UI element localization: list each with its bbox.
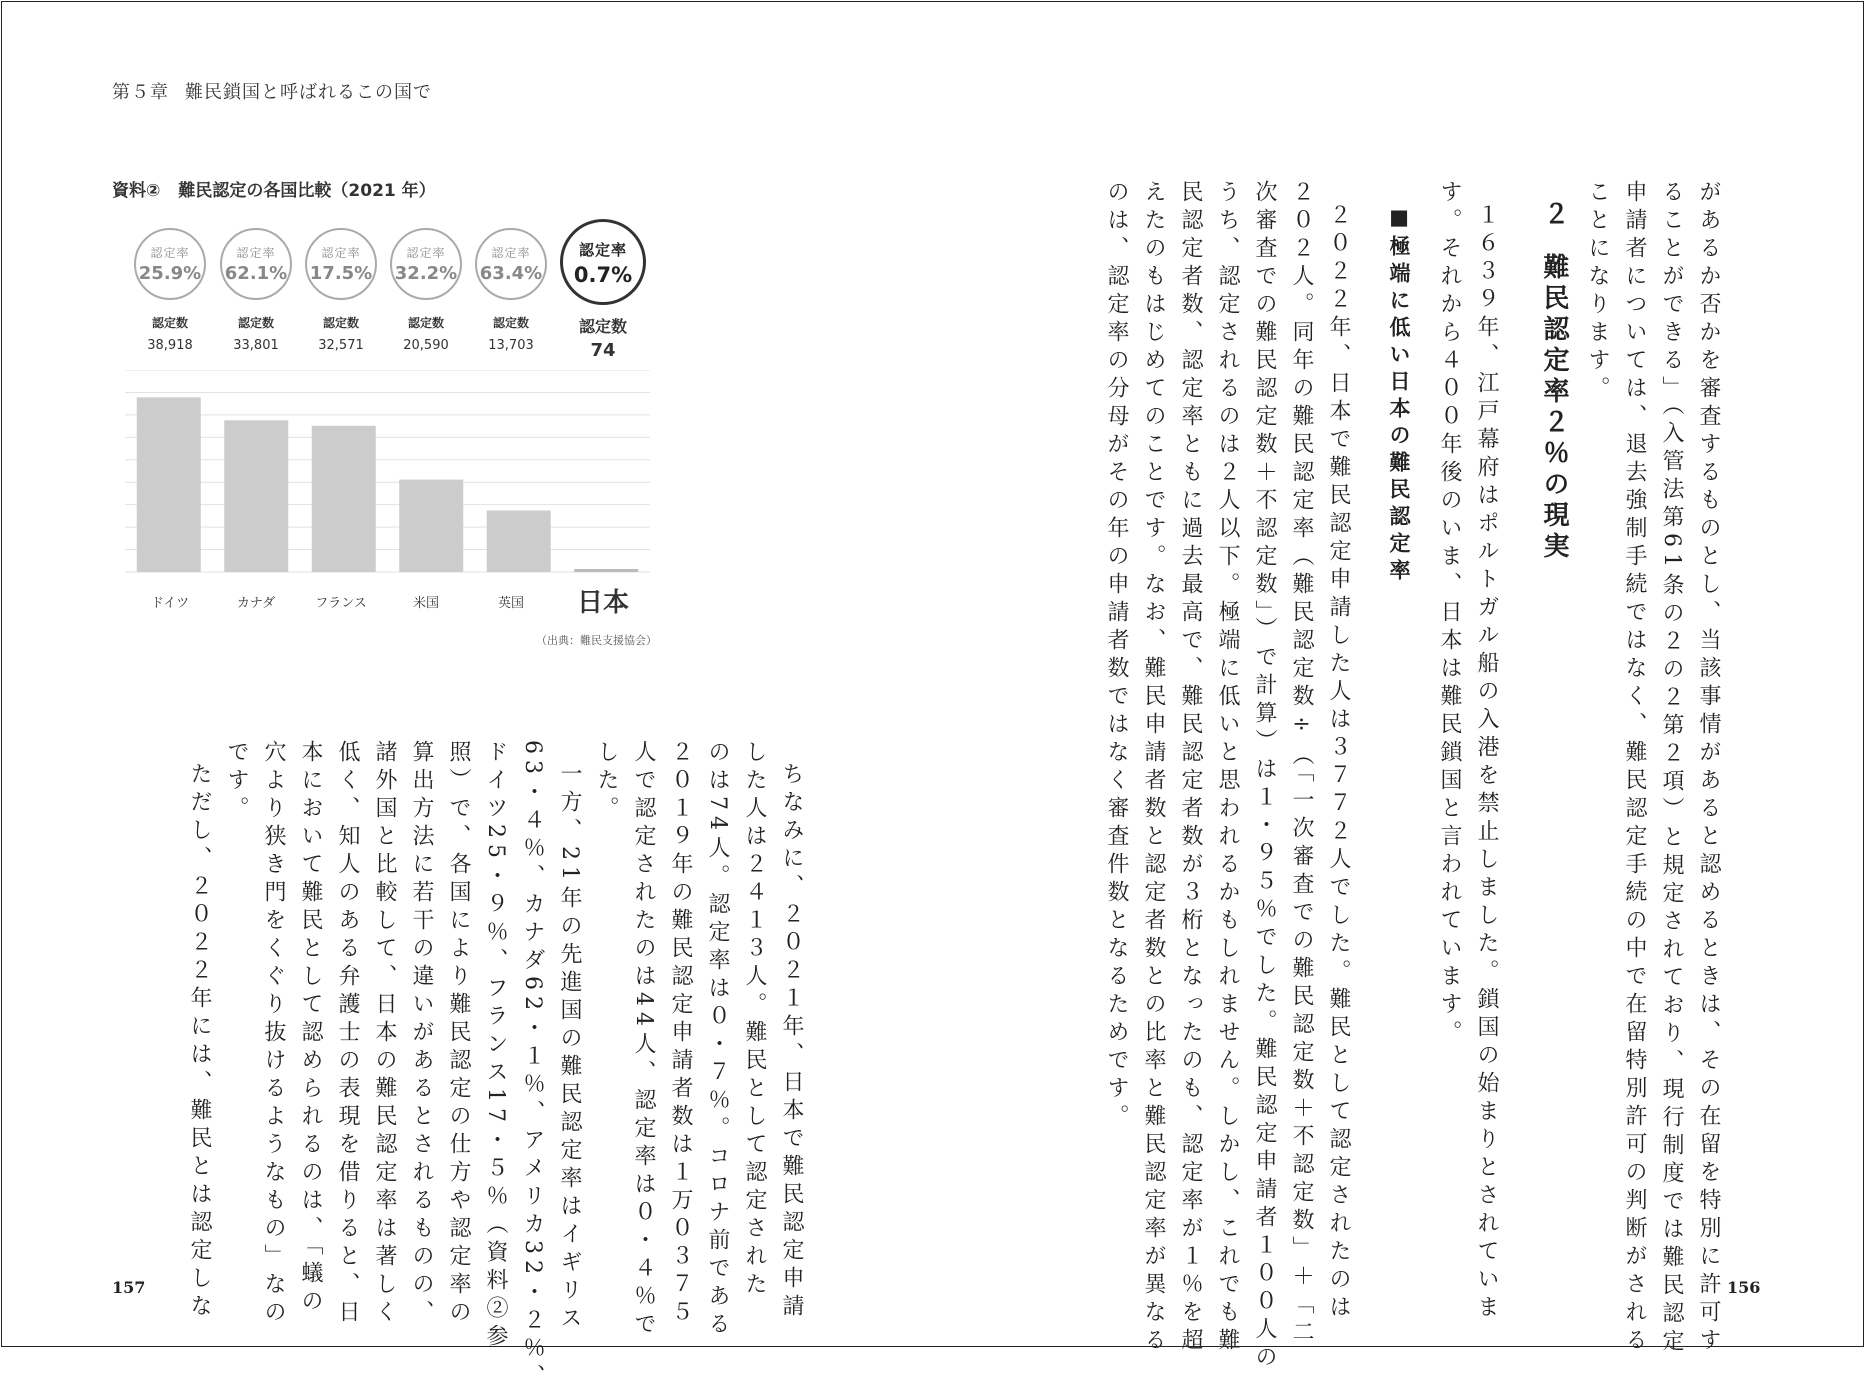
rate-label: 認定率	[321, 246, 361, 260]
body-column: 申請者については、退去強制手続ではなく、難民認定手続の中で在留特別許可の判断がされる	[1622, 180, 1647, 1356]
body-column: ことになります。	[1585, 180, 1610, 404]
body-column: 算出方法に若干の違いがあるとされるものの、	[409, 740, 434, 1328]
count-usa	[381, 314, 471, 353]
count-value: 33,801	[233, 338, 279, 353]
rate-value: 0.7%	[573, 263, 633, 287]
figure-source: （出典：難民支援協会）	[536, 634, 657, 647]
rate-label: 認定率	[236, 246, 276, 260]
body-column: 照）で、各国により難民認定の仕方や認定率の	[446, 740, 471, 1328]
body-column: のは74人。認定率は０・７％。コロナ前である	[705, 740, 730, 1340]
bar-5	[574, 569, 638, 572]
paragraph-line: 民認定者数、認定率ともに過去最高で、難民認定者数が３桁となったのも、認定率が１％を超	[1178, 180, 1203, 1356]
body-column: 穴より狭き門をくぐり抜けるようなもの」なの	[261, 740, 286, 1328]
body-column: 63・４％、カナダ62・１％、アメリカ32・２％、	[520, 740, 545, 1392]
section-heading	[1536, 200, 1573, 563]
body-column: した。	[594, 740, 619, 824]
body-column: 本において難民として認められるのは、「蟻の	[298, 740, 323, 1317]
body-column: です。	[224, 740, 249, 824]
count-value: 74	[590, 340, 616, 361]
body-column: 一方、21年の先進国の難民認定率はイギリス	[557, 762, 582, 1334]
x-label-france: フランス	[315, 596, 367, 611]
page-number-right: 156	[1727, 1278, 1761, 1297]
bar-3	[399, 480, 463, 572]
paragraph-line: １６３９年、江戸幕府はポルトガル船の入港を禁止しました。鎖国の始まりとされていま	[1474, 203, 1499, 1323]
paragraph-line: ２０２２年、日本で難民認定申請した人は３７７２人でした。難民として認定されたのは	[1326, 203, 1351, 1323]
rate-circle-canada	[220, 228, 292, 300]
rate-circle-uk	[475, 228, 547, 300]
chapter-title: 難民鎖国と呼ばれるこの国で	[185, 82, 432, 103]
x-label-uk: 英国	[497, 596, 524, 611]
subheading: ■極端に低い日本の難民認定率	[1387, 205, 1411, 586]
rate-value: 63.4%	[479, 263, 543, 284]
figure-title-text: 難民認定の各国比較（2021 年）	[178, 181, 436, 201]
rate-label: 認定率	[578, 241, 627, 259]
paragraph-line: えたのもはじめてのことです。なお、難民申請者数と認定者数との比率と難民認定率が異なる	[1141, 180, 1166, 1356]
rate-value: 17.5%	[309, 263, 373, 284]
rate-value: 25.9%	[138, 263, 202, 284]
count-label: 認定数	[407, 316, 444, 330]
rate-value: 32.2%	[394, 263, 458, 284]
bar-2	[312, 426, 376, 572]
x-label-usa: 米国	[412, 596, 439, 611]
x-label-canada: カナダ	[236, 596, 276, 611]
section-number: ２	[1539, 200, 1569, 231]
rate-circle-france	[305, 228, 377, 300]
bar-4	[487, 510, 551, 572]
x-label-germany: ドイツ	[150, 596, 190, 611]
bar-0	[137, 397, 201, 572]
body-column: 人で認定されたのは44人、認定率は０・４％で	[631, 740, 656, 1340]
rate-circle-germany	[134, 228, 206, 300]
body-column: ドイツ25・９％、フランス17・５％（資料②参	[483, 740, 508, 1352]
paragraph-line: ２０２人。同年の難民認定率（難民認定数÷（「一次審査での難民認定数＋不認定数」＋「二	[1289, 180, 1314, 1348]
body-column: があるか否かを審査するものとし、当該事情があると認めるときは、その在留を特別に許可す	[1696, 180, 1721, 1356]
rate-circle-usa	[390, 228, 462, 300]
bar-chart	[125, 370, 650, 575]
count-label: 認定数	[492, 316, 529, 330]
body-column: ることができる」（入管法第61条の２の２第２項）と規定されており、現行制度では難民認定	[1659, 180, 1684, 1357]
paragraph-line: す。それから４００年後のいま、日本は難民鎖国と言われています。	[1437, 180, 1462, 1048]
body-column: した人は２４１３人。難民として認定された	[742, 740, 767, 1300]
count-canada	[211, 314, 301, 353]
count-label: 認定数	[237, 316, 274, 330]
count-label: 認定数	[322, 316, 359, 330]
rate-circle-japan	[560, 219, 646, 305]
count-france	[296, 314, 386, 353]
rate-label: 認定率	[406, 246, 446, 260]
count-germany	[125, 314, 215, 353]
chapter-label: 第５章	[112, 82, 169, 103]
count-label: 認定数	[578, 317, 627, 336]
paragraph-line: 次審査での難民認定数＋不認定数」）で計算）は１・９５％でした。難民認定申請者１００人の	[1252, 180, 1277, 1373]
count-value: 13,703	[488, 338, 534, 353]
paragraph-line: のは、認定率の分母がその年の申請者数ではなく審査件数となるためです。	[1104, 180, 1129, 1132]
figure-title	[112, 176, 436, 201]
section-title: 難民認定率２％の現実	[1539, 253, 1569, 563]
count-value: 38,918	[147, 338, 193, 353]
body-column: ちなみに、２０２１年、日本で難民認定申請	[779, 762, 804, 1322]
count-value: 32,571	[318, 338, 364, 353]
x-label-japan: 日本	[576, 588, 629, 618]
chapter-header	[112, 78, 432, 104]
figure-number: 資料②	[112, 181, 161, 201]
count-value: 20,590	[403, 338, 449, 353]
count-uk	[466, 314, 556, 353]
bar-1	[224, 420, 288, 572]
count-label: 認定数	[151, 316, 188, 330]
body-column: 諸外国と比較して、日本の難民認定率は著しく	[372, 740, 397, 1328]
rate-value: 62.1%	[224, 263, 288, 284]
rate-label: 認定率	[150, 246, 190, 260]
body-column: ２０１９年の難民認定申請者数は１万０３７５	[668, 740, 693, 1328]
rate-label: 認定率	[491, 246, 531, 260]
paragraph-line: うち、認定されるのは２人以下。極端に低いと思われるかもしれません。しかし、これでも難	[1215, 180, 1240, 1356]
page-number-left: 157	[112, 1278, 146, 1297]
body-column: 低く、知人のある弁護士の表現を借りると、日	[335, 740, 360, 1328]
body-column: ただし、２０２２年には、難民とは認定しな	[187, 762, 212, 1322]
count-japan	[558, 314, 648, 361]
